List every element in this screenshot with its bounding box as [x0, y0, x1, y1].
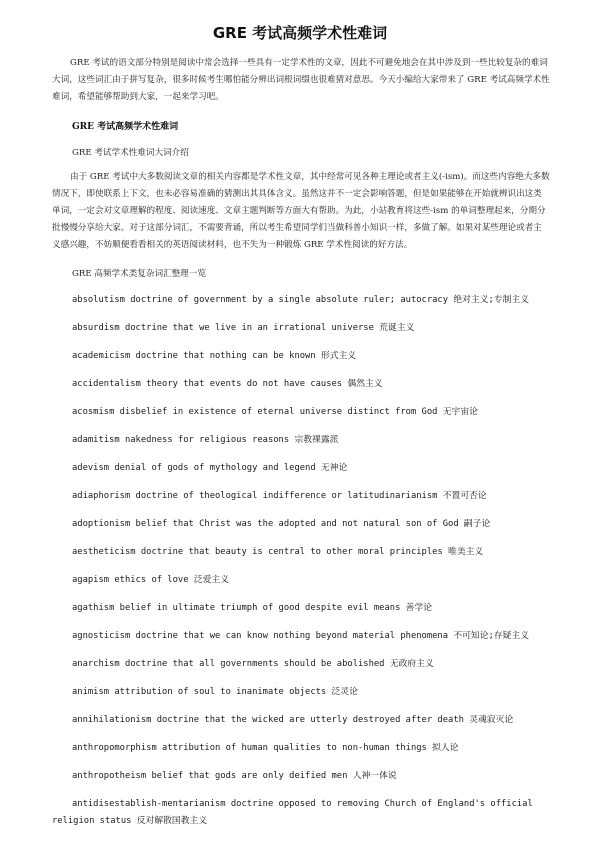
vocab-entry: adiaphorism doctrine of theological indifference or latitudinarianism 不置可否论 [72, 491, 487, 501]
vocab-entry: adamitism nakedness for religious reasons 宗教裸露派 [72, 435, 339, 445]
vocab-entry: aestheticism doctrine that beauty is central to other moral principles 唯美主义 [72, 547, 484, 557]
subheading: GRE 考试学术性难词大词介绍 [72, 148, 189, 158]
vocab-entry: absolutism doctrine of government by a single absolute ruler; autocracy 绝对主义;专制主义 [72, 295, 529, 305]
body-paragraph: 由于 GRE 考试中大多数阅读文章的相关内容都是学术性文章，其中经常可见各种主理论或者主义(-ism)。而这些内容绝大多数情况下，即使联系上下文，也未必容易准确的猜测出其具体含义。虽然这并不一定会影响答题，但是如果能够在开始就辨识出这类单词，一定会对文章理解的程度、阅读速度、文章主题判断等方面大有帮助。为此，小站教育将这些-ism 的单词整理起来，分期分批慢慢分享给大家。对于这部分词汇，不需要背诵，所以考生希望同学们当做科普小知识一样，多做了解。如果对某些理论或者主义感兴趣，不妨顺便看看相关的英语阅读材料，也不失为一种锻炼 GRE 学术性阅读的好方法。 [52, 172, 550, 250]
vocab-entry: animism attribution of soul to inanimate objects 泛灵论 [72, 687, 358, 697]
list-heading: GRE 高频学术类复杂词汇整理一览 [72, 269, 207, 279]
vocab-entry: agapism ethics of love 泛爱主义 [72, 575, 229, 585]
intro-paragraph: GRE 考试的语文部分特别是阅读中常会选择一些具有一定学术性的文章，因此不可避免地会在其中涉及到一些比较复杂的难词大词，这些词汇由于拼写复杂，很多时候考生哪怕能分辨出词根词缀也很难猜对意思。今天小编给大家带来了 GRE 考试高频学术性难词，希望能够帮助到大家，一起来学习吧。 [52, 58, 550, 102]
vocab-entry: adoptionism belief that Christ was the adopted and not natural son of God 嗣子论 [72, 519, 491, 529]
vocab-entry: academicism doctrine that nothing can be known 形式主义 [72, 351, 357, 361]
page-title: GRE 考试高频学术性难词 [212, 24, 388, 42]
vocab-entry: anthropotheism belief that gods are only deified men 人神一体说 [72, 771, 397, 781]
vocab-entry: anthropomorphism attribution of human qualities to non-human things 拟人论 [72, 743, 459, 753]
vocab-entry: absurdism doctrine that we live in an irrational universe 荒诞主义 [72, 323, 415, 333]
section-heading: GRE 考试高频学术性难词 [72, 122, 179, 132]
vocab-entry: antidisestablish-mentarianism doctrine opposed to removing Church of England's official religion status 反对解散国教主义 [52, 799, 533, 826]
vocab-entry: anarchism doctrine that all governments should be abolished 无政府主义 [72, 659, 434, 669]
vocab-entry: agathism belief in ultimate triumph of good despite evil means 善学论 [72, 603, 433, 613]
vocab-entry: agnosticism doctrine that we can know nothing beyond material phenomena 不可知论;存疑主义 [72, 631, 529, 641]
vocab-entry: accidentalism theory that events do not have causes 偶然主义 [72, 379, 383, 389]
vocab-entry: annihilationism doctrine that the wicked are utterly destroyed after death 灵魂寂灭论 [72, 715, 514, 725]
vocab-entry: adevism denial of gods of mythology and legend 无神论 [72, 463, 348, 473]
vocab-entry: acosmism disbelief in existence of eternal universe distinct from God 无宇宙论 [72, 407, 478, 417]
